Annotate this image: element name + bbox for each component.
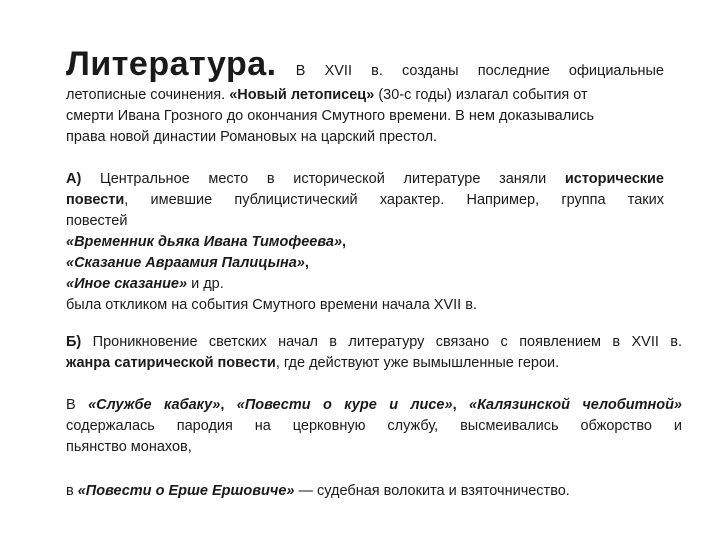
work-title: «Повести о Ерше Ершовиче» bbox=[77, 483, 295, 499]
intro-text: В XVII в. созданы последние официальные bbox=[276, 63, 664, 79]
work-item-1 bbox=[66, 232, 664, 253]
section-b-marker: Б) bbox=[66, 334, 82, 350]
intro-line-2 bbox=[66, 85, 666, 106]
intro-text: (30-с годы) излагал события от bbox=[374, 87, 588, 103]
section-a-line-1 bbox=[66, 169, 664, 190]
work-item-2 bbox=[66, 253, 664, 274]
section-b-text: Проникновение светских начал в литературу связано с появлением в XVII в. bbox=[81, 334, 682, 350]
work-title: «Сказание Авраамия Палицына» bbox=[66, 255, 305, 271]
section-b-p2-line-1 bbox=[66, 395, 682, 416]
section-b-line-2 bbox=[66, 353, 682, 374]
section-a-marker: А) bbox=[66, 171, 82, 187]
separator: , bbox=[342, 234, 347, 250]
section-b-p2-line-2: содержалась пародия на церковную службу, высмеивались обжорство и bbox=[66, 418, 682, 434]
chronicle-title: «Новый летописец» bbox=[229, 87, 375, 103]
section-a-text: , имевшие публицистический характер. Например, группа таких bbox=[124, 192, 664, 208]
work-title: «Иное сказание» bbox=[66, 276, 188, 292]
section-b-p2-line-3: пьянство монахов, bbox=[66, 439, 192, 455]
work-tail: и др. bbox=[187, 276, 224, 292]
intro-line-3: смерти Ивана Грозного до окончания Смутного времени. В нем доказывались bbox=[66, 108, 595, 124]
work-title: «Временник дьяка Ивана Тимофеева» bbox=[66, 234, 343, 250]
section-a-text: Центральное место в исторической литературе заняли bbox=[81, 171, 565, 187]
section-b-text: , где действуют уже вымышленные герои. bbox=[275, 355, 560, 371]
work-title: «Службе кабаку» bbox=[88, 397, 221, 413]
work-item-3 bbox=[66, 274, 664, 295]
intro-line-4: права новой династии Романовых на царский престол. bbox=[66, 129, 438, 145]
work-title: «Повести о куре и лисе» bbox=[236, 397, 453, 413]
section-b-text: В bbox=[66, 397, 89, 413]
section-a-line-3: повестей bbox=[66, 213, 128, 229]
section-a-keyword: повести bbox=[66, 192, 125, 208]
section-a-closing: была откликом на события Смутного времени начала XVII в. bbox=[66, 297, 477, 313]
intro-text: летописные сочинения. bbox=[66, 87, 230, 103]
intro-line-1 bbox=[66, 44, 664, 91]
work-title: «Калязинской челобитной» bbox=[469, 397, 683, 413]
section-a-line-2 bbox=[66, 190, 664, 211]
section-b-text: в bbox=[66, 483, 78, 499]
section-b-line-1 bbox=[66, 332, 682, 353]
section-b-p3 bbox=[66, 481, 682, 502]
section-b-text: — судебная волокита и взяточничество. bbox=[294, 483, 570, 499]
separator: , bbox=[452, 397, 470, 413]
genre-keyword: жанра сатирической повести bbox=[66, 355, 276, 371]
page-title: Литература. bbox=[66, 45, 277, 83]
separator: , bbox=[304, 255, 309, 271]
section-a-keyword: исторические bbox=[564, 171, 664, 187]
separator: , bbox=[220, 397, 237, 413]
